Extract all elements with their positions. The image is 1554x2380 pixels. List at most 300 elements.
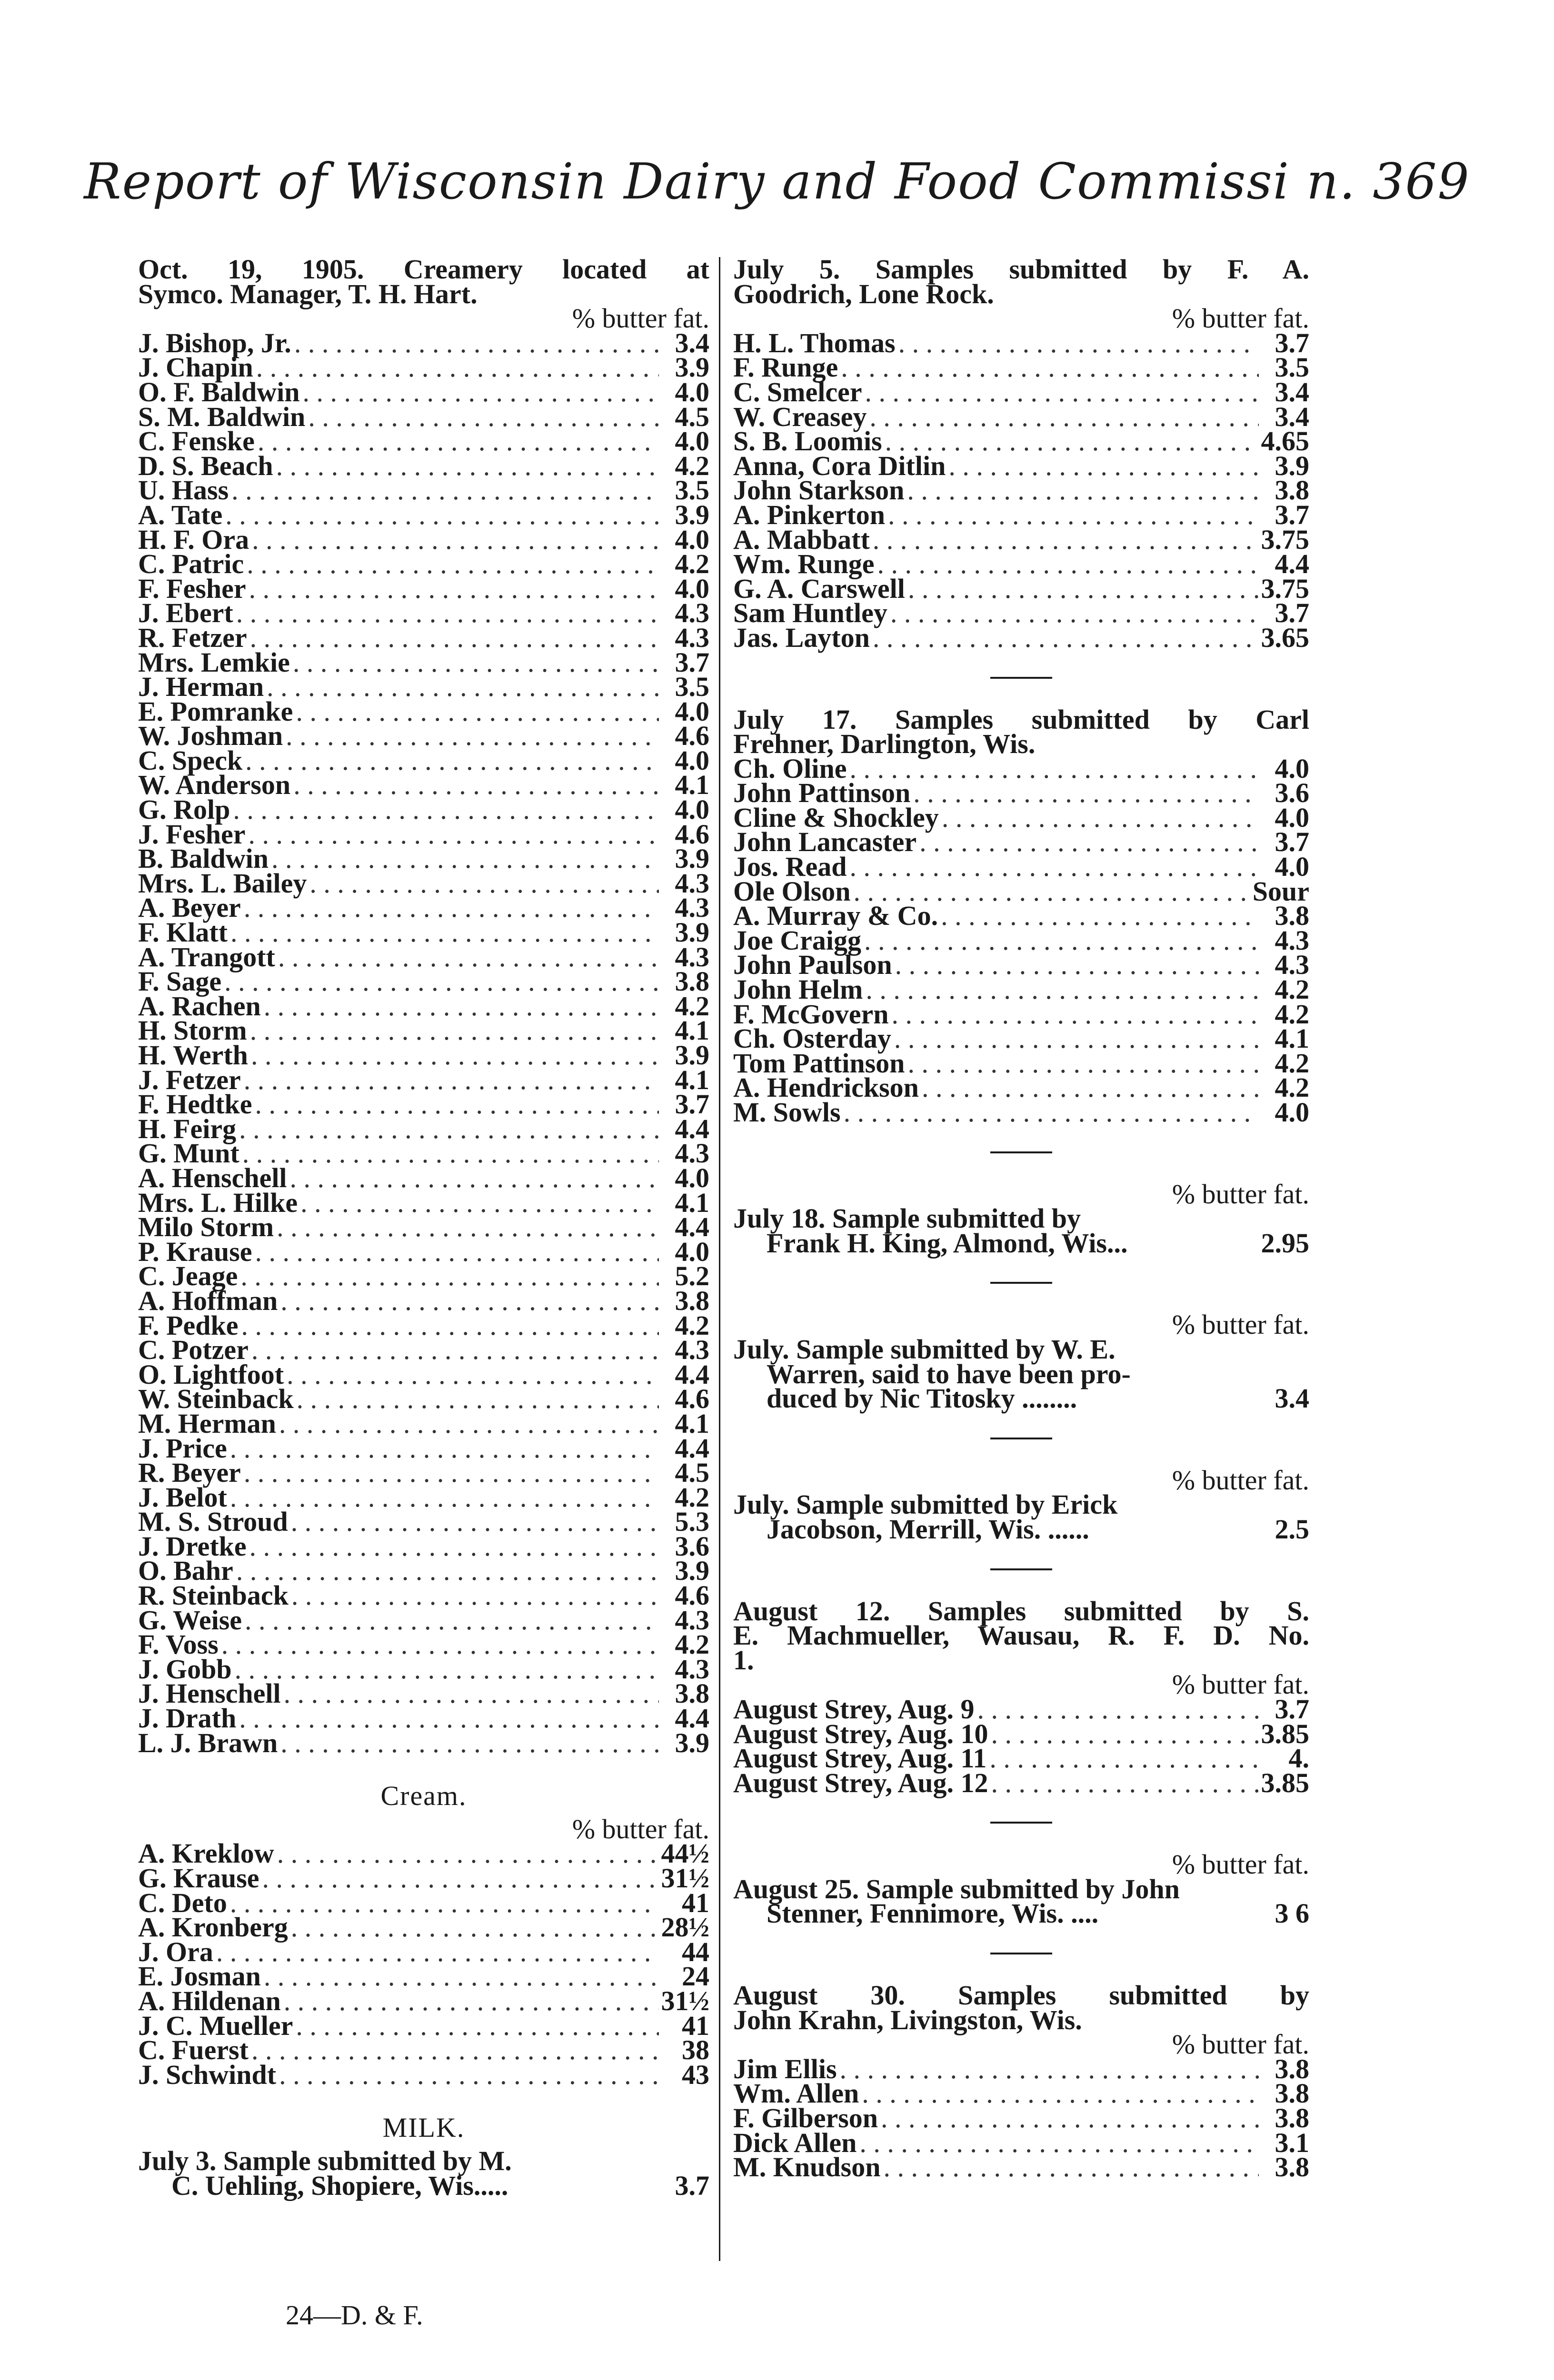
list-item [138, 941, 709, 972]
entry-value: 4.6 [675, 818, 709, 850]
entry-name: J. Fesher [138, 818, 246, 850]
list-item [138, 1457, 709, 1488]
dot-leader [264, 1964, 659, 1989]
dot-leader [249, 576, 659, 601]
dot-leader [278, 945, 659, 970]
b6-intro-line-2: E. Machmueller, Wausau, R. F. D. No. [733, 1620, 1309, 1651]
entry-name: Jos. Read [733, 851, 847, 883]
dot-leader [235, 1657, 659, 1682]
entry-value: 38 [682, 2034, 709, 2066]
dot-leader [865, 380, 1259, 405]
dot-leader [256, 355, 659, 380]
entry-name: D. S. Beach [138, 450, 273, 481]
entry-value: 4.0 [675, 524, 709, 555]
entry-value: 4.3 [1275, 924, 1309, 956]
b4-line-3: duced by Nic Titosky ........ 3.4 [767, 1383, 1309, 1414]
entry-value: 4.65 [1261, 426, 1309, 457]
entry-value: 4.1 [675, 1408, 709, 1439]
cream-list [138, 1838, 709, 2090]
list-item [138, 671, 709, 703]
dot-leader [239, 1117, 659, 1141]
entry-value: 3.6 [675, 1530, 709, 1562]
entry-name: J. Ora [138, 1936, 213, 1967]
section-rule [990, 1568, 1052, 1570]
entry-value: 3.9 [1275, 450, 1309, 481]
entry-name: W. Anderson [138, 769, 291, 801]
entry-name: E. Josman [138, 1961, 261, 1992]
entry-value: 31½ [661, 1985, 709, 2016]
b2-intro-line-1: July 17. Samples submitted by Carl [733, 704, 1309, 735]
entry-value: 4.2 [1275, 974, 1309, 1005]
list-item [138, 376, 709, 407]
entry-value: 4.4 [675, 1113, 709, 1144]
dot-leader [236, 601, 659, 625]
dot-leader [873, 527, 1258, 552]
entry-value: 4.4 [675, 1432, 709, 1464]
dot-leader [891, 1002, 1259, 1027]
dot-leader [885, 429, 1258, 454]
entry-name: A. Murray & Co. [733, 900, 938, 932]
list-item [733, 622, 1309, 653]
entry-name: H. Werth [138, 1040, 248, 1071]
list-item [138, 1727, 709, 1758]
dot-leader [296, 2013, 659, 2038]
b5-line-1: July. Sample submitted by Erick [733, 1489, 1118, 1520]
entry-name: F. Sage [138, 966, 222, 997]
section-rule [990, 1438, 1052, 1439]
entry-value: 3.85 [1261, 1718, 1309, 1749]
entry-name: J. Chapin [138, 352, 253, 383]
entry-value: 3.9 [675, 843, 709, 874]
column-divider [719, 257, 720, 2261]
entry-name: A. Beyer [138, 892, 241, 923]
entry-value: 3.7 [1275, 597, 1309, 629]
entry-value: 4.3 [675, 1653, 709, 1685]
b3-line-2: Frank H. King, Almond, Wis... 2.95 [767, 1227, 1309, 1259]
entry-name: John Paulson [733, 949, 892, 981]
b4-butter-fat-header: % butter fat. [1172, 1309, 1309, 1340]
entry-value: 44½ [661, 1838, 709, 1869]
entry-value: 4.0 [675, 1236, 709, 1267]
dot-leader [989, 1746, 1259, 1771]
dot-leader [898, 331, 1259, 356]
entry-value: 3.8 [675, 966, 709, 997]
entry-name: M. Herman [138, 1408, 276, 1439]
entry-value: 3.8 [1275, 475, 1309, 506]
entry-value: 3.65 [1261, 622, 1309, 653]
entry-name: Dick Allen [733, 2127, 857, 2158]
list-item [138, 2034, 709, 2066]
entry-value: 4.3 [675, 867, 709, 899]
entry-value: 24 [682, 1961, 709, 1992]
entry-name: F. Hedtke [138, 1089, 252, 1120]
entry-value: 3.5 [675, 475, 709, 506]
entry-name: Joe Craigg [733, 924, 861, 956]
milk-line-1: July 3. Sample submitted by M. [138, 2145, 512, 2176]
entry-name: A. Kreklow [138, 1838, 274, 1869]
list-item [138, 499, 709, 530]
entry-value: 4.0 [675, 573, 709, 604]
list-item [138, 1580, 709, 1611]
entry-name: A. Hildenan [138, 1985, 281, 2016]
dot-leader [230, 1891, 659, 1915]
list-item [733, 548, 1309, 580]
list-item [138, 475, 709, 506]
dot-leader [267, 674, 659, 699]
dot-leader [296, 699, 659, 724]
dot-leader [840, 2057, 1259, 2082]
dot-leader [277, 1215, 659, 1240]
list-item [138, 426, 709, 457]
b6-butter-fat-header: % butter fat. [1172, 1669, 1309, 1700]
page-footer: 24—D. & F. [286, 2300, 423, 2330]
b6-intro-line-3: 1. [733, 1644, 754, 1676]
entry-value: 4.3 [675, 941, 709, 972]
entry-name: J. Bishop, Jr. [138, 327, 291, 358]
dot-leader [225, 503, 659, 527]
dot-leader [252, 527, 659, 552]
dot-leader [293, 773, 659, 797]
dot-leader [231, 478, 659, 503]
dot-leader [895, 952, 1259, 977]
entry-name: A. Rachen [138, 990, 261, 1021]
b8-list [733, 2053, 1309, 2183]
entry-name: G. A. Carswell [733, 573, 905, 604]
entry-name: M. Sowls [733, 1097, 841, 1128]
entry-name: John Starkson [733, 475, 905, 506]
entry-name: L. J. Brawn [138, 1727, 278, 1758]
entry-name: C. Patric [138, 548, 244, 580]
dot-leader [890, 601, 1259, 625]
dot-leader [251, 2038, 659, 2063]
entry-name: F. Runge [733, 352, 838, 383]
entry-name: F. Klatt [138, 917, 228, 948]
dot-leader [244, 1068, 659, 1092]
entry-value: 3.8 [1275, 900, 1309, 932]
dot-leader [866, 977, 1259, 1002]
b1-intro-line-1: July 5. Samples submitted by F. A. [733, 254, 1309, 285]
b4-entry [733, 1333, 1309, 1414]
dot-leader [948, 454, 1259, 478]
entry-value: 28½ [661, 1912, 709, 1943]
entry-value: 5.3 [675, 1506, 709, 1537]
entry-value: 3.9 [675, 1555, 709, 1587]
dot-leader [303, 380, 659, 405]
entry-value: 4.0 [1275, 851, 1309, 883]
dot-leader [230, 1485, 659, 1510]
list-item [733, 499, 1309, 530]
dot-leader [291, 1915, 658, 1940]
entry-value: 4.4 [675, 1359, 709, 1390]
list-item [733, 426, 1309, 457]
dot-leader [862, 2081, 1259, 2106]
list-item [138, 917, 709, 948]
dot-leader [216, 1940, 659, 1964]
entry-name: F. Gilberson [733, 2102, 878, 2134]
dot-leader [284, 1681, 659, 1706]
entry-name: A. Hoffman [138, 1285, 278, 1316]
entry-value: 3.7 [675, 1089, 709, 1120]
dot-leader [864, 928, 1259, 953]
entry-name: Milo Storm [138, 1211, 274, 1243]
dot-leader [849, 854, 1259, 879]
entry-value: 3.8 [1275, 2053, 1309, 2084]
entry-name: G. Munt [138, 1138, 239, 1169]
dot-leader [300, 1190, 659, 1215]
entry-value: 4.1 [675, 1015, 709, 1046]
b7-entry [733, 1873, 1309, 1929]
b2-list [733, 753, 1309, 1128]
entry-name: G. Krause [138, 1863, 259, 1894]
dot-leader [250, 1018, 659, 1043]
entry-value: 3.8 [1275, 2152, 1309, 2183]
dot-leader [877, 552, 1259, 576]
entry-name: J. Dretke [138, 1530, 247, 1562]
dot-leader [913, 781, 1259, 805]
dot-leader [873, 625, 1258, 650]
entry-name: R. Steinback [138, 1580, 289, 1611]
entry-name: W. Joshman [138, 720, 283, 752]
dot-leader [942, 805, 1259, 830]
entry-value: 4.6 [675, 720, 709, 752]
b6-intro-line-1: August 12. Samples submitted by S. [733, 1595, 1309, 1626]
list-item [138, 1703, 709, 1734]
entry-name: R. Beyer [138, 1457, 241, 1488]
entry-value: 4.2 [675, 548, 709, 580]
entry-value: 31½ [661, 1863, 709, 1894]
entry-value: 3.9 [675, 1727, 709, 1758]
entry-name: August Strey, Aug. 11 [733, 1743, 987, 1774]
list-item [733, 851, 1309, 883]
entry-value: 4.3 [675, 622, 709, 653]
dot-leader [230, 1436, 659, 1461]
dot-leader [908, 576, 1258, 601]
entry-value: 4.0 [675, 695, 709, 727]
entry-name: A. Hendrickson [733, 1072, 919, 1103]
entry-value: 4.2 [675, 1629, 709, 1660]
list-item [733, 2102, 1309, 2134]
entry-name: H. L. Thomas [733, 327, 896, 358]
entry-value: 4.2 [1275, 998, 1309, 1030]
entry-name: G. Weise [138, 1604, 242, 1636]
entry-value: 4.0 [675, 426, 709, 457]
entry-name: G. Rolp [138, 794, 230, 825]
b3-line-1: July 18. Sample submitted by [733, 1203, 1081, 1234]
entry-name: H. Feirg [138, 1113, 237, 1144]
dot-leader [250, 625, 659, 650]
dot-leader [244, 895, 659, 920]
entry-value: 4.4 [675, 1703, 709, 1734]
list-item [138, 1985, 709, 2016]
entry-name: F. Voss [138, 1629, 219, 1660]
entry-name: J. Fetzer [138, 1064, 241, 1095]
section-rule [990, 1151, 1052, 1153]
entry-name: J. Henschell [138, 1678, 281, 1709]
entry-value: 3.8 [675, 1285, 709, 1316]
dot-leader [249, 822, 659, 847]
entry-name: Anna, Cora Ditlin [733, 450, 946, 481]
list-item [733, 2152, 1309, 2183]
list-item [138, 1211, 709, 1243]
entry-value: 3.7 [1275, 499, 1309, 530]
dot-leader [922, 1075, 1259, 1100]
list-item [733, 1767, 1309, 1798]
entry-name: Wm. Runge [733, 548, 875, 580]
entry-value: 4.3 [675, 1334, 709, 1366]
entry-name: R. Fetzer [138, 622, 247, 653]
entry-value: 3.7 [1275, 826, 1309, 858]
cream-heading: Cream. [380, 1780, 467, 1812]
entry-value: 5.2 [675, 1260, 709, 1292]
entry-value: 4.0 [1275, 802, 1309, 833]
entry-name: August Strey, Aug. 12 [733, 1767, 988, 1798]
entry-value: 4.2 [675, 450, 709, 481]
entry-value: 3.9 [675, 499, 709, 530]
list-item [138, 1040, 709, 1071]
entry-value: 4.5 [675, 401, 709, 432]
entry-name: O. Lightfoot [138, 1359, 284, 1390]
b3-entry [733, 1203, 1309, 1259]
b5-butter-fat-header: % butter fat. [1172, 1464, 1309, 1496]
b6-list [733, 1693, 1309, 1798]
entry-name: F. Pedke [138, 1309, 239, 1341]
entry-value: 3.75 [1261, 524, 1309, 555]
dot-leader [224, 969, 659, 994]
dot-leader [221, 1632, 659, 1657]
entry-name: F. Fesher [138, 573, 246, 604]
entry-value: 4.3 [675, 1138, 709, 1169]
b5-value: 2.5 [1275, 1513, 1309, 1545]
entry-name: W. Creasey [733, 401, 867, 432]
dot-leader [883, 2155, 1259, 2180]
entry-value: 4.0 [675, 376, 709, 407]
dot-leader [255, 1240, 659, 1264]
entry-value: 3.8 [1275, 2102, 1309, 2134]
entry-name: J. Belot [138, 1481, 227, 1513]
dot-leader [977, 1697, 1259, 1722]
entry-name: Mrs. L. Hilke [138, 1187, 298, 1218]
b8-butter-fat-header: % butter fat. [1172, 2029, 1309, 2060]
entry-value: 4.0 [675, 744, 709, 776]
dot-leader [284, 1989, 658, 2013]
entry-name: Wm. Allen [733, 2078, 859, 2109]
entry-name: J. Gobb [138, 1653, 232, 1685]
right-column [733, 254, 1309, 2183]
entry-value: 3.7 [1275, 1693, 1309, 1725]
entry-value: 4.3 [675, 1604, 709, 1636]
entry-value: 3.9 [675, 917, 709, 948]
entry-name: Ole Olson [733, 875, 851, 907]
creamery-list [138, 327, 709, 1758]
entry-value: 3.9 [675, 1040, 709, 1071]
dot-leader [881, 2106, 1259, 2131]
entry-name: C. Deto [138, 1887, 227, 1918]
entry-name: H. Storm [138, 1015, 247, 1046]
entry-value: 3.85 [1261, 1767, 1309, 1798]
entry-value: 3.4 [1275, 376, 1309, 407]
entry-name: August Strey, Aug. 10 [733, 1718, 988, 1749]
dot-leader [236, 1558, 659, 1583]
entry-value: 3.8 [675, 1678, 709, 1709]
entry-value: 3.1 [1275, 2127, 1309, 2158]
dot-leader [233, 797, 659, 822]
list-item [138, 1408, 709, 1439]
entry-name: H. F. Ora [138, 524, 249, 555]
milk-entry [138, 2145, 709, 2201]
entry-name: P. Krause [138, 1236, 252, 1267]
entry-name: John Lancaster [733, 826, 917, 858]
entry-name: F. McGovern [733, 998, 889, 1030]
b5-line-2: Jacobson, Merrill, Wis. ...... 2.5 [767, 1513, 1309, 1545]
entry-value: 4.2 [1275, 1047, 1309, 1079]
b1-list [733, 327, 1309, 653]
dot-leader [291, 1509, 659, 1534]
dot-leader [251, 1338, 659, 1362]
dot-leader [850, 756, 1259, 781]
entry-value: 4.3 [675, 892, 709, 923]
dot-leader [244, 1460, 659, 1485]
b3-value: 2.95 [1261, 1227, 1309, 1259]
entry-name: Ch. Osterday [733, 1023, 891, 1054]
section-rule [990, 1953, 1052, 1954]
list-item [138, 794, 709, 825]
dot-leader [287, 1362, 659, 1387]
entry-name: Mrs. L. Bailey [138, 867, 307, 899]
entry-name: C. Fuerst [138, 2034, 249, 2066]
b5-entry [733, 1489, 1309, 1545]
entry-name: J. Schwindt [138, 2059, 277, 2090]
page-header: Report of Wisconsin Dairy and Food Commissi n. 369 [84, 152, 1470, 210]
entry-name: J. Drath [138, 1703, 237, 1734]
b4-line-2: Warren, said to have been pro- [767, 1358, 1131, 1389]
list-item [138, 2059, 709, 2090]
entry-value: 4.4 [1275, 548, 1309, 580]
list-item [138, 1162, 709, 1193]
entry-value: 4.1 [675, 1187, 709, 1218]
entry-name: John Helm [733, 974, 863, 1005]
entry-value: 41 [682, 2010, 709, 2041]
dot-leader [264, 994, 659, 1019]
entry-name: Sam Huntley [733, 597, 887, 629]
b1-intro-line-2: Goodrich, Lone Rock. [733, 278, 994, 309]
dot-leader [262, 1866, 658, 1891]
b4-value: 3.4 [1275, 1383, 1309, 1414]
dot-leader [241, 1313, 659, 1338]
entry-value: 3.7 [1275, 327, 1309, 358]
entry-value: 3.5 [675, 671, 709, 703]
entry-name: J. Price [138, 1432, 227, 1464]
entry-value: 3.8 [1275, 2078, 1309, 2109]
entry-value: 3.75 [1261, 573, 1309, 604]
entry-name: M. S. Stroud [138, 1506, 288, 1537]
dot-leader [251, 1043, 659, 1068]
milk-value: 3.7 [675, 2170, 709, 2201]
entry-value: 4.1 [675, 769, 709, 801]
dot-leader [239, 1706, 659, 1731]
entry-value: 3.5 [1275, 352, 1309, 383]
entry-value: 3.4 [1275, 401, 1309, 432]
dot-leader [245, 1608, 659, 1633]
entry-value: 4.0 [1275, 1097, 1309, 1128]
b7-line-1: August 25. Sample submitted by John [733, 1873, 1180, 1904]
entry-name: S. M. Baldwin [138, 401, 306, 432]
dot-leader [242, 1141, 659, 1166]
entry-name: A. Kronberg [138, 1912, 288, 1943]
entry-name: A. Tate [138, 499, 223, 530]
entry-value: 3.9 [675, 352, 709, 383]
section-rule [990, 677, 1052, 679]
dot-leader [245, 748, 659, 773]
